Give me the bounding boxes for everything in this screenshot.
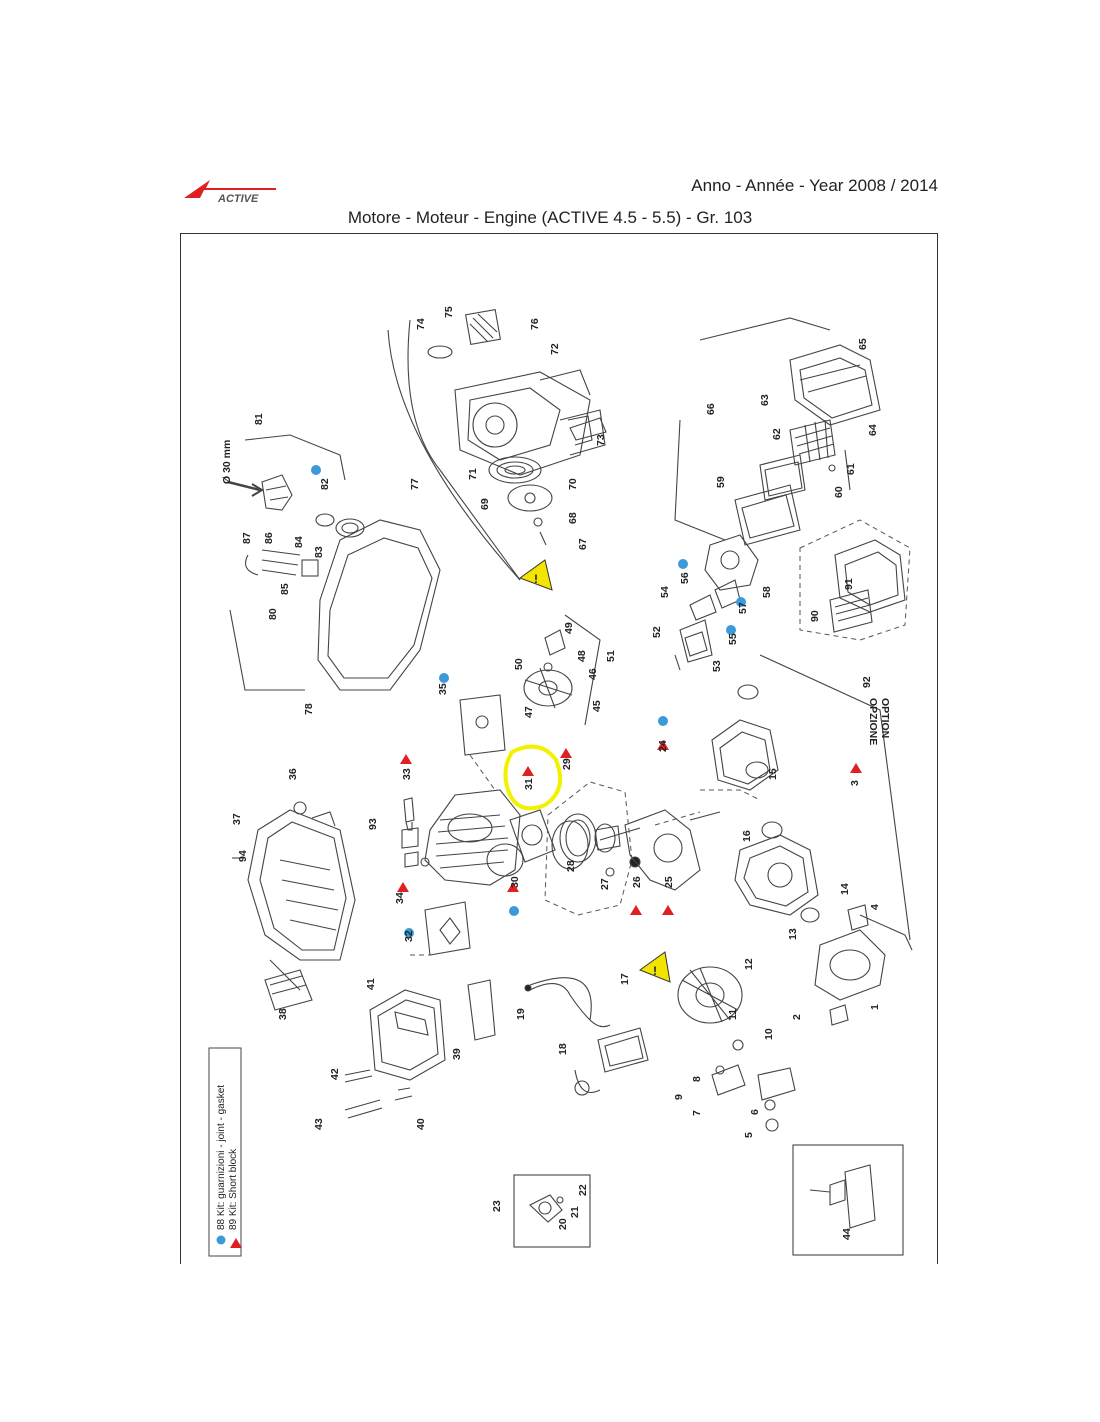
part-label-43: 43 [313, 1118, 325, 1130]
intake-gasket [460, 695, 505, 755]
bearing [738, 685, 758, 699]
part-drawings [228, 310, 912, 1255]
part-label-55: 55 [727, 633, 739, 645]
part-label-16: 16 [741, 830, 753, 842]
part-label-57: 57 [737, 602, 749, 614]
part-label-65: 65 [857, 338, 869, 350]
part-label-56: 56 [679, 572, 691, 584]
part-label-5: 5 [743, 1132, 755, 1138]
part-label-6: 6 [749, 1109, 761, 1115]
starter-pulley [473, 403, 517, 447]
part-labels [231, 306, 881, 1240]
cylinder [425, 790, 520, 885]
part-label-86: 86 [263, 532, 275, 544]
part-label-29: 29 [561, 758, 573, 770]
part-label-11: 11 [727, 1008, 739, 1020]
part-label-82: 82 [319, 478, 331, 490]
part-label-27: 27 [599, 878, 611, 890]
part-label-26: 26 [631, 876, 643, 888]
part-label-20: 20 [557, 1218, 569, 1230]
part-label-90: 90 [809, 610, 821, 622]
part-label-17: 17 [619, 973, 631, 985]
part-label-66: 66 [705, 403, 717, 415]
legend-short-block-kit: 89 Kit: Short block [228, 1148, 239, 1230]
gasket [316, 514, 334, 526]
filter-element [790, 420, 835, 465]
part-label-58: 58 [761, 586, 773, 598]
fan-housing [815, 930, 885, 1000]
part-label-76: 76 [529, 318, 541, 330]
legend-gasket-kit: 88 Kit: guarnizioni - joint - gasket [216, 1084, 227, 1230]
fuel-cap-ring [336, 519, 364, 537]
part-label-3: 3 [849, 780, 861, 786]
fuel-tank [318, 520, 440, 690]
warning-triangle-icon [640, 952, 670, 982]
page-title: Motore - Moteur - Engine (ACTIVE 4.5 - 5.5) - Gr. 103 [347, 208, 753, 227]
part-label-22: 22 [577, 1184, 589, 1196]
part-label-35: 35 [437, 683, 449, 695]
part-label-70: 70 [567, 478, 579, 490]
spark-plug [404, 798, 414, 822]
part-label-24: 24 [657, 740, 669, 752]
short-block-kit-markers [397, 740, 862, 915]
starter-housing [455, 372, 590, 475]
part-label-52: 52 [651, 626, 663, 638]
part-label-48: 48 [576, 650, 588, 662]
ignition-wire [530, 984, 590, 1020]
svg-text:!: ! [653, 964, 657, 978]
part-label-61: 61 [845, 463, 857, 475]
decompression-valve [402, 828, 418, 848]
part-label-34: 34 [394, 892, 406, 904]
part-label-40: 40 [415, 1118, 427, 1130]
part-label-23: 23 [491, 1200, 503, 1212]
part-label-72: 72 [549, 343, 561, 355]
assembly-outlines [410, 520, 910, 955]
part-label-47: 47 [523, 706, 535, 718]
part-label-39: 39 [451, 1048, 463, 1060]
pawl [758, 1068, 795, 1100]
oil-bottle-cap [830, 1180, 845, 1205]
part-label-9: 9 [673, 1094, 685, 1100]
part-label-30: 30 [509, 876, 521, 888]
part-label-25: 25 [663, 876, 675, 888]
part-label-51: 51 [605, 650, 617, 662]
part-label-44: 44 [841, 1228, 853, 1240]
part-label-78: 78 [303, 703, 315, 715]
part-label-83: 83 [313, 546, 325, 558]
part-label-87: 87 [241, 532, 253, 544]
part-label-1: 1 [869, 1004, 881, 1010]
part-label-10: 10 [763, 1028, 775, 1040]
part-label-71: 71 [467, 468, 479, 480]
year-label: Anno - Année - Year 2008 / 2014 [691, 176, 938, 195]
part-label-63: 63 [759, 394, 771, 406]
exhaust-gasket [425, 902, 470, 955]
rope-pulley [508, 485, 552, 511]
svg-text:!: ! [534, 572, 538, 586]
part-label-18: 18 [557, 1043, 569, 1055]
part-label-50: 50 [513, 658, 525, 670]
part-label-68: 68 [567, 512, 579, 524]
part-label-45: 45 [591, 700, 603, 712]
piston-group-outline [545, 782, 632, 915]
part-label-38: 38 [277, 1008, 289, 1020]
highlight-circle [505, 747, 560, 809]
brand-name: ACTIVE [218, 193, 259, 205]
part-label-75: 75 [443, 306, 455, 318]
part-label-36: 36 [287, 768, 299, 780]
part-label-41: 41 [365, 978, 377, 990]
part-label-8: 8 [691, 1076, 703, 1082]
muffler [370, 990, 445, 1080]
clutch-spring [712, 1065, 745, 1095]
part-label-32: 32 [403, 930, 415, 942]
part-label-21: 21 [569, 1206, 581, 1218]
part-label-19: 19 [515, 1008, 527, 1020]
part-label-54: 54 [659, 586, 671, 598]
part-label-80: 80 [267, 608, 279, 620]
part-label-67: 67 [577, 538, 589, 550]
part-label-81: 81 [253, 413, 265, 425]
optional-label-en: OPTION [879, 698, 891, 739]
decal [466, 310, 501, 345]
muffler-gasket [468, 980, 495, 1040]
part-label-28: 28 [565, 860, 577, 872]
intake-flange [680, 620, 712, 662]
optional-filter-element [830, 590, 872, 632]
part-label-77: 77 [409, 478, 421, 490]
part-label-64: 64 [867, 424, 879, 436]
part-label-46: 46 [587, 668, 599, 680]
part-label-14: 14 [839, 883, 851, 895]
part-label-42: 42 [329, 1068, 341, 1080]
starter-cover [248, 810, 355, 960]
washer [534, 518, 542, 526]
part-label-93: 93 [367, 818, 379, 830]
grommet [294, 802, 306, 814]
part-label-12: 12 [743, 958, 755, 970]
part-label-84: 84 [293, 536, 305, 548]
part-label-4: 4 [869, 904, 881, 910]
part-label-53: 53 [711, 660, 723, 672]
diameter-annotation: Ø 30 mm [221, 439, 233, 484]
seal [746, 762, 768, 778]
part-label-49: 49 [563, 622, 575, 634]
part-label-60: 60 [833, 486, 845, 498]
starter-handle [428, 346, 452, 358]
part-label-91: 91 [843, 578, 855, 590]
part-label-69: 69 [479, 498, 491, 510]
warning-triangle-icon [520, 560, 552, 590]
part-label-15: 15 [767, 768, 779, 780]
exhaust-port [487, 844, 523, 876]
fuel-filter [302, 560, 318, 576]
part-label-13: 13 [787, 928, 799, 940]
part-label-94: 94 [237, 850, 249, 862]
nut [733, 1040, 743, 1050]
part-label-7: 7 [691, 1110, 703, 1116]
optional-label-it: OPZIONE [867, 698, 879, 746]
part-label-31: 31 [523, 778, 535, 790]
oil-bottle [845, 1165, 875, 1228]
part-label-92: 92 [861, 676, 873, 688]
part-label-59: 59 [715, 476, 727, 488]
fuel-cap [262, 475, 292, 510]
optional-filter-cover [835, 540, 905, 612]
part-label-37: 37 [231, 813, 243, 825]
short-block-legend-icon [230, 1238, 242, 1248]
part-label-62: 62 [771, 428, 783, 440]
part-label-73: 73 [595, 434, 607, 446]
part-label-2: 2 [791, 1014, 803, 1020]
part-label-85: 85 [279, 583, 291, 595]
gasket-kit-legend-icon [217, 1236, 226, 1245]
part-label-74: 74 [415, 318, 427, 330]
gasket-kit-markers [311, 465, 746, 938]
part-label-33: 33 [401, 768, 413, 780]
